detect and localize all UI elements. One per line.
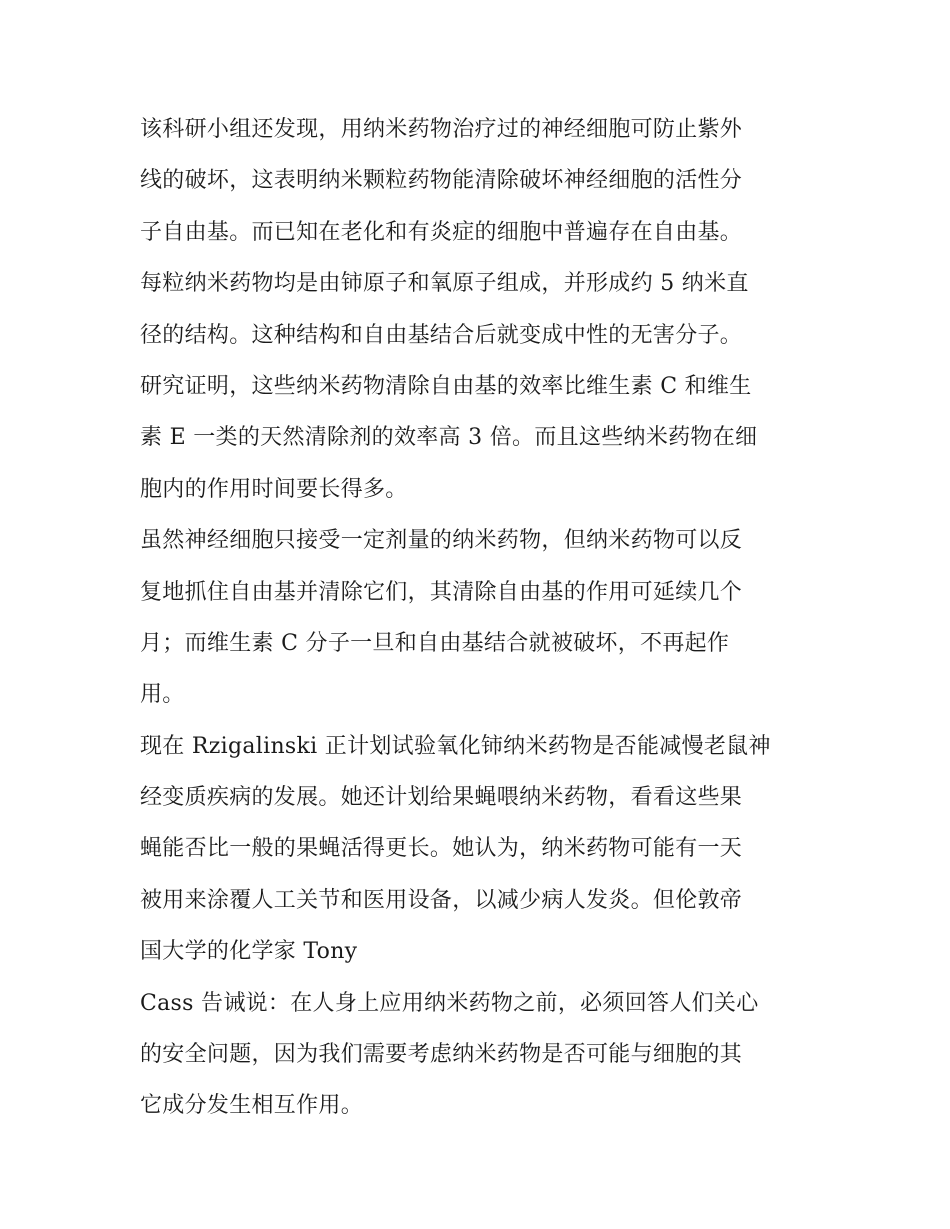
text-line-19: 的安全问题，因为我们需要考虑纳米药物是否可能与细胞的其 [140, 1042, 743, 1068]
text-line-6: 研究证明，这些纳米药物清除自由基的效率比维生素 C 和维生 [140, 373, 752, 399]
text-line-17: 国大学的化学家 Tony [140, 939, 358, 965]
text-line-14: 经变质疾病的发展。她还计划给果蝇喂纳米药物，看看这些果 [140, 785, 743, 811]
text-line-18: Cass 告诫说：在人身上应用纳米药物之前，必须回答人们关心 [140, 990, 759, 1016]
text-line-2: 线的破坏，这表明纳米颗粒药物能清除破坏神经细胞的活性分 [140, 168, 743, 194]
body-text [140, 104, 820, 1132]
text-line-5: 径的结构。这种结构和自由基结合后就变成中性的无害分子。 [140, 322, 743, 348]
text-line-10: 复地抓住自由基并清除它们，其清除自由基的作用可延续几个 [140, 579, 743, 605]
text-line-12: 用。 [140, 682, 185, 708]
text-line-13: 现在 Rzigalinski 正计划试验氧化铈纳米药物是否能减慢老鼠神 [140, 733, 771, 759]
text-line-1: 该科研小组还发现，用纳米药物治疗过的神经细胞可防止紫外 [140, 117, 743, 142]
text-line-8: 胞内的作用时间要长得多。 [140, 476, 408, 502]
text-line-16: 被用来涂覆人工关节和医用设备，以减少病人发炎。但伦敦帝 [140, 887, 743, 913]
text-line-11: 月；而维生素 C 分子一旦和自由基结合就被破坏，不再起作 [140, 630, 730, 656]
text-line-15: 蝇能否比一般的果蝇活得更长。她认为，纳米药物可能有一天 [140, 836, 743, 862]
text-line-20: 它成分发生相互作用。 [140, 1093, 364, 1119]
text-line-9: 虽然神经细胞只接受一定剂量的纳米药物，但纳米药物可以反 [140, 528, 743, 554]
text-line-7: 素 E 一类的天然清除剂的效率高 3 倍。而且这些纳米药物在细 [140, 425, 758, 451]
text-line-4: 每粒纳米药物均是由铈原子和氧原子组成，并形成约 5 纳米直 [140, 271, 749, 297]
text-line-3: 子自由基。而已知在老化和有炎症的细胞中普遍存在自由基。 [140, 219, 743, 245]
